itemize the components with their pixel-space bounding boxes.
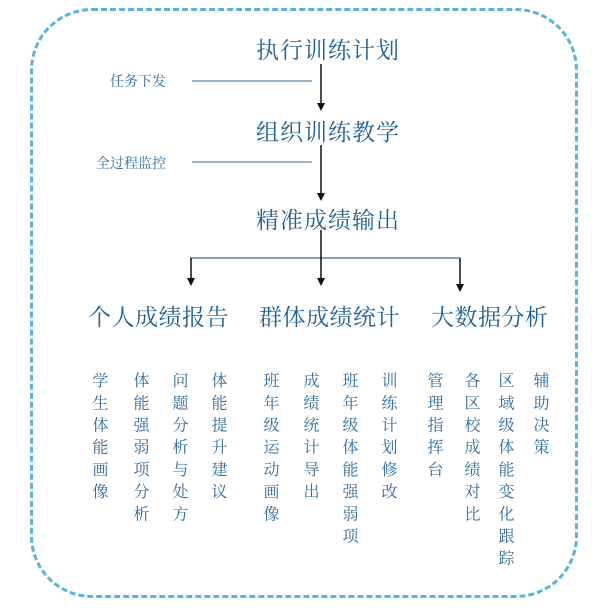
flow-step-organize: 组织训练教学 xyxy=(256,120,400,146)
item-score-export: 成绩统计导出 xyxy=(301,372,320,506)
category-group-stats: 群体成绩统计 xyxy=(259,305,400,331)
flow-step-output: 精准成绩输出 xyxy=(256,208,400,234)
label-task-dispatch: 任务下发 xyxy=(110,74,166,90)
item-regional-tracking: 区域级体能变化跟踪 xyxy=(496,372,515,572)
item-problem-prescription: 问题分析与处方 xyxy=(170,372,189,528)
item-decision-support: 辅助决策 xyxy=(531,372,550,461)
item-class-fitness-strength: 班年级体能强弱项 xyxy=(340,372,359,550)
category-bigdata-analysis: 大数据分析 xyxy=(431,305,549,331)
item-school-comparison: 各区校成绩对比 xyxy=(462,372,481,528)
item-fitness-strength-analysis: 体能强弱项分析 xyxy=(131,372,150,528)
item-class-sport-profile: 班年级运动画像 xyxy=(261,372,280,528)
category-personal-report: 个人成绩报告 xyxy=(88,305,229,331)
flow-step-execute: 执行训练计划 xyxy=(256,38,400,64)
item-management-console: 管理指挥台 xyxy=(425,372,444,483)
item-fitness-improvement: 体能提升建议 xyxy=(209,372,228,506)
label-full-monitoring: 全过程监控 xyxy=(96,156,166,172)
item-training-plan-edit: 训练计划修改 xyxy=(379,372,398,506)
item-student-profile: 学生体能画像 xyxy=(90,372,109,506)
